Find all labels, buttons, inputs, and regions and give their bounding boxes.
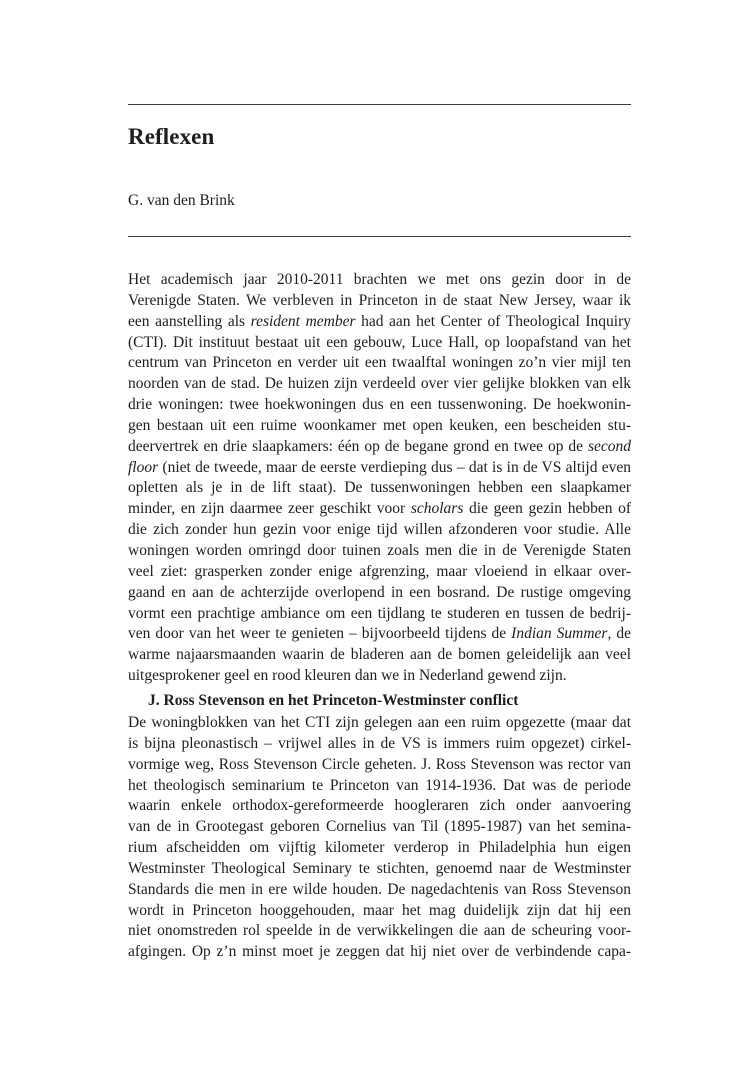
text-line bbox=[128, 624, 631, 645]
text-segment: had aan het Center of Theological Inquiry bbox=[355, 312, 631, 330]
text-line: vormt een prachtige ambiance om een tijdlang te studeren en tussen de bedrij- bbox=[128, 604, 631, 622]
text-line: vormige weg, Ross Stevenson Circle geheten. J. Ross Stevenson was rector van bbox=[128, 755, 631, 773]
header-bottom-rule bbox=[128, 236, 631, 237]
text-line: De woningblokken van het CTI zijn gelegen aan een ruim opgezette (maar dat bbox=[128, 714, 631, 731]
text-line: uitgesprokener geel en rood kleuren dan we in Nederland gewend zijn. bbox=[128, 667, 567, 685]
text-line: die zich zonder hun gezin voor enige tijd willen afzonderen voor studie. Alle bbox=[128, 521, 631, 539]
text-line: woningen worden omringd door tuinen zoals men die in de Verenigde Staten bbox=[128, 541, 631, 559]
text-line: gen bestaan uit een ruime woonkamer met open keuken, een bescheiden stu- bbox=[128, 416, 631, 434]
text-segment: een aanstelling als bbox=[128, 312, 251, 330]
text-line: niet onomstreden rol speelde in de verwikkelingen die aan de scheuring voor- bbox=[128, 922, 631, 940]
section-heading: J. Ross Stevenson en het Princeton-Westminster conflict bbox=[148, 692, 519, 709]
italic-term: second bbox=[587, 437, 631, 455]
italic-term: floor bbox=[128, 458, 159, 476]
text-line: Verenigde Staten. We verbleven in Princeton in de staat New Jersey, waar ik bbox=[128, 291, 631, 309]
italic-term: Indian Summer bbox=[511, 625, 608, 643]
text-line: gaand en aan de achterzijde overlopend in een bosrand. De rustige omgeving bbox=[128, 583, 631, 601]
text-line: wordt in Princeton hooggehouden, maar het mag duidelijk zijn dat hij een bbox=[128, 901, 631, 919]
text-segment: die geen gezin hebben of bbox=[463, 500, 631, 518]
text-segment: (niet de tweede, maar de eerste verdieping dus – dat is in de VS altijd even bbox=[158, 458, 631, 476]
text-line bbox=[128, 437, 631, 458]
text-line: centrum van Princeton en verder uit een twaalftal woningen zo’n vier mijl ten bbox=[128, 354, 631, 372]
italic-term: resident member bbox=[250, 312, 356, 330]
article-title: Reflexen bbox=[128, 124, 215, 149]
text-line: Het academisch jaar 2010-2011 brachten we met ons gezin door in de bbox=[128, 271, 631, 288]
text-line: (CTI). Dit instituut bestaat uit een gebouw, Luce Hall, op loopafstand van het bbox=[128, 333, 631, 351]
text-segment: minder, en zijn daarmee zeer geschikt voor bbox=[128, 500, 411, 518]
text-line bbox=[128, 312, 631, 333]
text-line: warme najaarsmaanden waarin de bladeren aan de bomen geleidelijk aan veel bbox=[128, 646, 631, 664]
header-top-rule bbox=[128, 104, 631, 105]
text-line bbox=[128, 499, 631, 520]
text-line: rium afscheidden om vijftig kilometer verderop in Philadelphia hun eigen bbox=[128, 839, 631, 857]
text-line: noorden van de stad. De huizen zijn verdeeld over vier gelijke blokken van elk bbox=[128, 375, 631, 393]
text-line: van de in Grootegast geboren Cornelius van Til (1895-1987) van het semina- bbox=[128, 818, 631, 836]
text-line: drie woningen: twee hoekwoningen dus en een tussenwoning. De hoekwonin- bbox=[128, 396, 631, 414]
text-line bbox=[128, 458, 631, 479]
text-line: veel ziet: grasperken zonder enige afgrenzing, maar vloeiend in elkaar over- bbox=[128, 562, 631, 580]
paragraph-section bbox=[128, 713, 631, 963]
text-segment: deervertrek en drie slaapkamers: één op de begane grond en twee op de bbox=[128, 437, 588, 455]
text-line: Standards die men in ere wilde houden. De nagedachtenis van Ross Stevenson bbox=[128, 880, 631, 898]
italic-term: scholars bbox=[410, 500, 464, 518]
text-line: Westminster Theological Seminary te stichten, genoemd naar de Westminster bbox=[128, 859, 631, 877]
text-segment: ven door van het weer te genieten – bijvoorbeeld tijdens de bbox=[128, 625, 512, 643]
text-line: het theologisch seminarium te Princeton van 1914-1936. Dat was de periode bbox=[128, 776, 631, 794]
text-line: afgingen. Op z’n minst moet je zeggen dat hij niet over de verbindende capa- bbox=[128, 943, 631, 961]
text-line: waarin enkele orthodox-gereformeerde hoogleraren zich onder aanvoering bbox=[128, 797, 631, 815]
article-author: G. van den Brink bbox=[128, 192, 235, 209]
text-line: is bijna pleonastisch – vrijwel alles in de VS is immers ruim opgezet) cirkel- bbox=[128, 734, 631, 752]
paragraph-intro bbox=[128, 270, 631, 687]
text-line: opletten als je in de lift staat). De tussenwoningen hebben een slaapkamer bbox=[128, 479, 631, 497]
text-segment: , de bbox=[607, 625, 631, 643]
